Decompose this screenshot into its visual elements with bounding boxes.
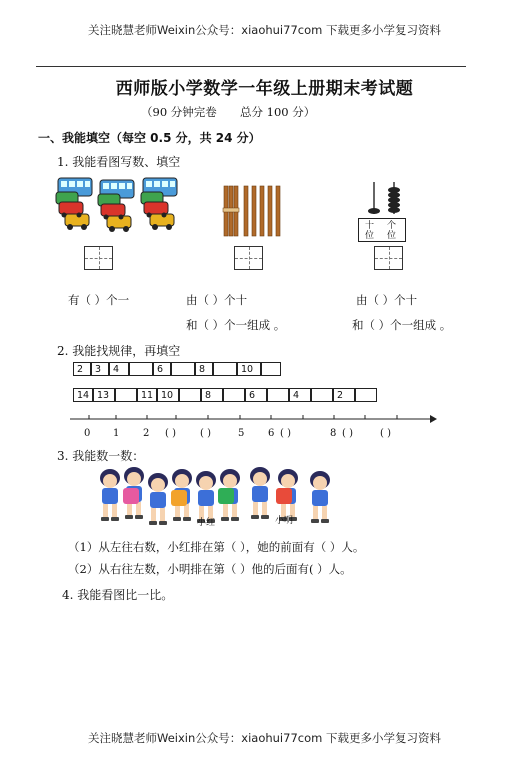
- numberline-blank[interactable]: ( ): [342, 428, 353, 439]
- seq2-cell: 6: [245, 388, 267, 402]
- numberline-blank[interactable]: ( ): [380, 428, 391, 439]
- seq1-cell: 6: [153, 362, 171, 376]
- abacus-base: [358, 218, 406, 242]
- question-1-label: 1. 我能看图写数、填空: [57, 155, 181, 169]
- write-box-1[interactable]: [84, 246, 113, 270]
- sticks-picture: [222, 184, 282, 238]
- fill-tens-sticks: 由（ ）个十: [186, 293, 248, 307]
- numberline-blank[interactable]: ( ): [280, 428, 291, 439]
- seq2-cell: 4: [289, 388, 311, 402]
- write-box-3[interactable]: [374, 246, 403, 270]
- fill-tens-abacus: 由（ ）个十: [356, 293, 418, 307]
- seq2-cell: 8: [201, 388, 223, 402]
- header-rule: [36, 66, 466, 67]
- fill-ones-count: 有（ ）个一: [68, 293, 130, 307]
- header-note: 关注晓慧老师Weixin公众号：xiaohui77com 下载更多小学复习资料: [88, 23, 441, 37]
- numberline-blank[interactable]: ( ): [165, 428, 176, 439]
- numberline-label: 0: [84, 428, 91, 439]
- numberline-blank[interactable]: ( ): [200, 428, 211, 439]
- exam-score: 总分 100 分）: [240, 105, 316, 119]
- seq1-cell: 4: [109, 362, 129, 376]
- exam-time: （90 分钟完卷: [141, 105, 217, 119]
- seq2-cell: 11: [137, 388, 157, 402]
- numberline-label: 6: [268, 428, 275, 439]
- seq1-blank[interactable]: [261, 362, 281, 376]
- numberline-label: 1: [113, 428, 120, 439]
- question-3-label: 3. 我能数一数：: [57, 449, 145, 463]
- abacus-picture: [360, 180, 410, 218]
- sequence-row-1: [73, 362, 281, 376]
- seq2-blank[interactable]: [115, 388, 137, 402]
- seq1-cell: 10: [237, 362, 261, 376]
- numberline-label: 5: [238, 428, 245, 439]
- children-picture: [96, 466, 340, 528]
- write-box-2[interactable]: [234, 246, 263, 270]
- fill-ones-abacus: 和（ ）个一组成 。: [352, 318, 452, 332]
- vehicles-picture: [55, 174, 183, 240]
- name-tag-xiaohong: 小红: [197, 518, 216, 528]
- footer-note: 关注晓慧老师Weixin公众号：xiaohui77com 下载更多小学复习资料: [88, 731, 441, 745]
- seq1-cell: 8: [195, 362, 213, 376]
- seq2-cell: 14: [73, 388, 93, 402]
- name-tag-xiaoming: 小明: [275, 516, 294, 526]
- fill-ones-sticks: 和（ ）个一组成 。: [186, 318, 286, 332]
- seq2-cell: 10: [157, 388, 179, 402]
- seq2-blank[interactable]: [355, 388, 377, 402]
- seq1-cell: 2: [73, 362, 91, 376]
- question-4-label: 4. 我能看图比一比。: [62, 588, 174, 602]
- ones-place-label: 个位: [387, 221, 397, 241]
- section-heading: 一、我能填空（每空 0.5 分，共 24 分）: [38, 131, 261, 145]
- seq1-blank[interactable]: [213, 362, 237, 376]
- numberline-label: 2: [143, 428, 150, 439]
- numberline-label: 8: [330, 428, 337, 439]
- seq2-cell: 2: [333, 388, 355, 402]
- number-line: [68, 411, 438, 427]
- seq1-blank[interactable]: [129, 362, 153, 376]
- seq2-blank[interactable]: [223, 388, 245, 402]
- seq1-blank[interactable]: [171, 362, 195, 376]
- question-3-part-1: （1）从左往右数，小红排在第（ ），她的前面有（ ）人。: [68, 540, 365, 554]
- seq2-blank[interactable]: [311, 388, 333, 402]
- seq2-blank[interactable]: [179, 388, 201, 402]
- question-3-part-2: （2）从右往左数，小明排在第（ ）他的后面有( ）人。: [68, 562, 352, 576]
- tens-place-label: 十位: [365, 221, 375, 241]
- seq2-cell: 13: [93, 388, 115, 402]
- seq2-blank[interactable]: [267, 388, 289, 402]
- seq1-cell: 3: [91, 362, 109, 376]
- question-2-label: 2. 我能找规律，再填空: [57, 344, 181, 358]
- page-title: 西师版小学数学一年级上册期末考试题: [115, 79, 414, 99]
- sequence-row-2: [73, 388, 377, 402]
